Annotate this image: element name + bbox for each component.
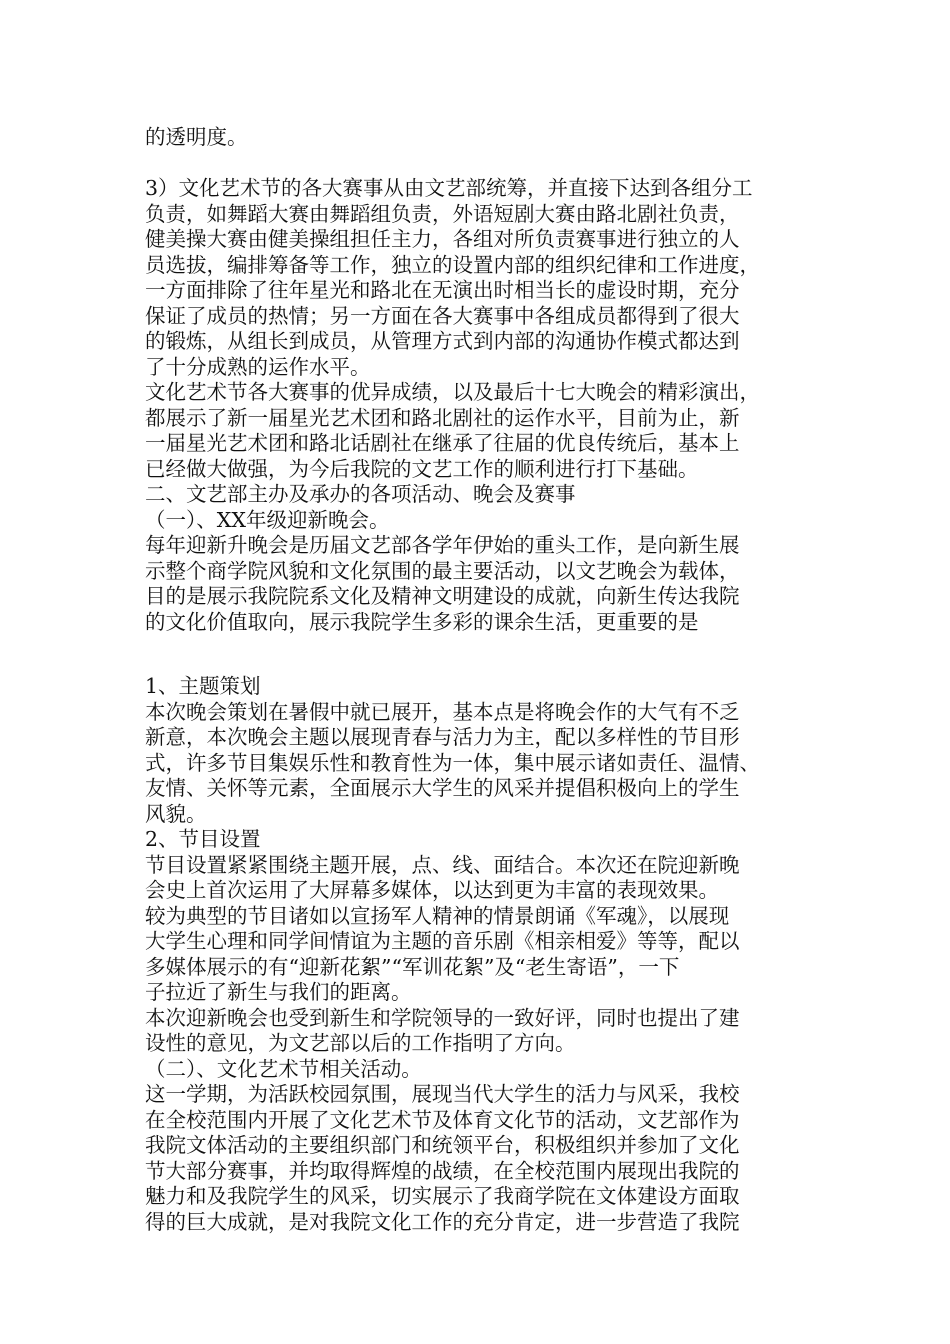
text-line: 已经做大做强，为今后我院的文艺工作的顺利进行打下基础。: [145, 456, 699, 481]
text-line: 节大部分赛事，并均取得辉煌的战绩，在全校范围内展现出我院的: [145, 1158, 740, 1183]
text-line: 设性的意见，为文艺部以后的工作指明了方向。: [145, 1031, 576, 1055]
text-line: 一届星光艺术团和路北话剧社在继承了往届的优良传统后，基本上: [145, 431, 740, 455]
text-line: 保证了成员的热情；另一方面在各大赛事中各组成员都得到了很大: [145, 303, 740, 328]
text-line: 大学生心理和同学间情谊为主题的音乐剧《相亲相爱》等等，配以: [145, 929, 740, 953]
text-line: 魅力和及我院学生的风采，切实展示了我商学院在文体建设方面取: [145, 1184, 740, 1208]
text-line: 本次晚会策划在暑假中就已展开，基本点是将晚会作的大气有不乏: [145, 699, 740, 724]
text-block-middle: [145, 176, 825, 635]
text-line: 我院文体活动的主要组织部门和统领平台，积极组织并参加了文化: [145, 1133, 740, 1157]
text-block-bottom: [145, 674, 825, 1235]
text-line: 2、节目设置: [145, 827, 261, 851]
text-line: 子拉近了新生与我们的距离。: [145, 980, 412, 1004]
text-line: 目的是展示我院院系文化及精神文明建设的成就，向新生传达我院: [145, 584, 740, 608]
text-line: 节目设置紧紧围绕主题开展，点、线、面结合。本次还在院迎新晚: [145, 852, 740, 877]
text-line: 文化艺术节各大赛事的优异成绩，以及最后十七大晚会的精彩演出，: [145, 380, 760, 404]
text-block-top: [145, 125, 825, 151]
text-line: 了十分成熟的运作水平。: [145, 354, 371, 379]
text-line: 二、文艺部主办及承办的各项活动、晚会及赛事: [145, 482, 576, 506]
text-line: 健美操大赛由健美操组担任主力，各组对所负责赛事进行独立的人: [145, 227, 740, 251]
text-line: 的文化价值取向，展示我院学生多彩的课余生活，更重要的是: [145, 609, 699, 634]
text-line: （二）、文化艺术节相关活动。: [145, 1056, 422, 1081]
text-line: 每年迎新升晚会是历届文艺部各学年伊始的重头工作，是向新生展: [145, 533, 740, 557]
text-line: 在全校范围内开展了文化艺术节及体育文化节的活动，文艺部作为: [145, 1107, 740, 1132]
text-line: 本次迎新晚会也受到新生和学院领导的一致好评，同时也提出了建: [145, 1005, 740, 1030]
text-line: 3）文化艺术节的各大赛事从由文艺部统筹，并直接下达到各组分工: [145, 176, 753, 200]
text-line: 都展示了新一届星光艺术团和路北剧社的运作水平，目前为止，新: [145, 405, 740, 430]
text-line: 员选拔，编排筹备等工作，独立的设置内部的组织纪律和工作进度，: [145, 252, 760, 277]
text-line: 的透明度。: [145, 125, 248, 149]
text-line: （一）、XX年级迎新晚会。: [145, 507, 390, 532]
text-line: 新意，本次晚会主题以展现青春与活力为主，配以多样性的节目形: [145, 725, 740, 749]
text-line: 式，许多节目集娱乐性和教育性为一体，集中展示诸如责任、温情、: [145, 750, 760, 775]
text-line: 负责，如舞蹈大赛由舞蹈组负责，外语短剧大赛由路北剧社负责，: [145, 201, 740, 226]
text-line: 友情、关怀等元素，全面展示大学生的风采并提倡积极向上的学生: [145, 776, 740, 800]
text-line: 较为典型的节目诸如以宣扬军人精神的情景朗诵《军魂》，以展现: [145, 903, 730, 928]
text-line: 风貌。: [145, 801, 207, 826]
text-line: 示整个商学院风貌和文化氛围的最主要活动，以文艺晚会为载体，: [145, 558, 740, 583]
text-line: 1、主题策划: [145, 674, 261, 698]
text-line: 这一学期，为活跃校园氛围，展现当代大学生的活力与风采，我校: [145, 1082, 740, 1106]
text-line: 的锻炼，从组长到成员，从管理方式到内部的沟通协作模式都达到: [145, 329, 740, 353]
text-line: 得的巨大成就，是对我院文化工作的充分肯定，进一步营造了我院: [145, 1209, 740, 1234]
text-line: 多媒体展示的有“迎新花絮”“军训花絮”及“老生寄语”，一下: [145, 954, 680, 979]
text-line: 会史上首次运用了大屏幕多媒体，以达到更为丰富的表现效果。: [145, 878, 719, 902]
text-line: 一方面排除了往年星光和路北在无演出时相当长的虚设时期，充分: [145, 278, 740, 302]
